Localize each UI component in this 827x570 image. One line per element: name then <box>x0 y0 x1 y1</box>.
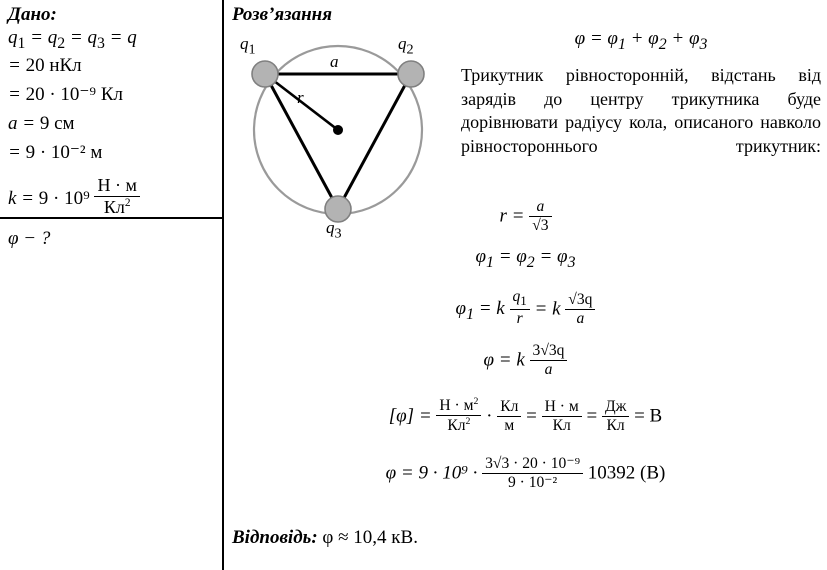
find-line: φ − ? <box>8 228 51 249</box>
center-point <box>333 125 343 135</box>
units-f3-num: Н · м <box>544 398 579 416</box>
label-side-a: a <box>330 52 339 71</box>
phi-total-den: a <box>530 360 568 380</box>
phi1-f2-den: a <box>565 309 595 329</box>
answer-label: Відповідь: <box>232 527 318 548</box>
given-line-k: k = 9 · 10⁹ $\frac{Н \cdot м}{Кл^2}$ <box>8 175 140 218</box>
phi1-lhs: $\varphi_1 = k$ <box>455 298 505 324</box>
k-value: 9 · 10⁹ <box>38 188 90 210</box>
phi-total-lhs: φ = k <box>483 349 525 371</box>
given-line-a-m: = 9 · 10⁻² м <box>8 142 103 163</box>
final-rhs: 10392 (В) <box>587 462 666 484</box>
answer-value: φ ≈ 10,4 кВ. <box>322 527 418 548</box>
given-line-q-nc: = 20 нКл <box>8 55 82 76</box>
equation-final-value <box>224 455 827 493</box>
units-eq-1: = <box>526 405 537 427</box>
solution-title: Розв’язання <box>232 4 332 25</box>
given-title: Дано: <box>8 4 57 25</box>
q-nc-value: 20 <box>25 55 45 76</box>
triangle-side-right <box>338 74 411 209</box>
units-f1-den: $Кл^2$ <box>436 415 481 436</box>
units-fraction-2 <box>497 398 521 436</box>
units-f4-num: Дж <box>604 398 627 416</box>
given-divider <box>0 217 222 219</box>
final-fraction <box>482 455 583 493</box>
units-eq-2: = <box>586 405 598 427</box>
final-num: 3√3 · 20 · 10⁻⁹ <box>485 455 581 472</box>
given-line-q: $q_1 = q_2 = q_3 = q$ <box>8 27 137 52</box>
equation-phi-equality: $\varphi_1 = \varphi_2 = \varphi_3$ <box>475 246 576 271</box>
equation-radius: r = $\frac{a}{√3}$ <box>224 198 827 236</box>
k-units-fraction <box>94 175 139 218</box>
label-q3: $q_3$ <box>326 218 342 242</box>
solution-column <box>224 0 827 570</box>
final-lhs: φ = 9 · 10⁹ · <box>385 462 478 484</box>
units-f4-den: Кл <box>602 416 629 436</box>
given-line-q-c: = 20 · 10⁻⁹ Кл <box>8 84 123 105</box>
phi1-f1-den: r <box>510 309 530 329</box>
radius-fraction <box>529 198 551 236</box>
a-m-value: 9 · 10⁻² <box>25 142 86 163</box>
phi-total-fraction <box>530 342 568 380</box>
charge-node-q1 <box>252 61 278 87</box>
equation-phi-total <box>224 342 827 380</box>
equation-superposition: $\varphi = \varphi_1 + \varphi_2 + \varphi_3$ <box>574 28 708 53</box>
q-c-value: 20 · 10⁻⁹ <box>25 84 97 105</box>
given-column <box>0 0 222 570</box>
label-q1: $q_1$ <box>240 34 256 58</box>
radius-denominator: √3 <box>529 216 551 236</box>
units-fraction-1 <box>436 396 481 436</box>
phi1-mid: = k <box>534 298 561 320</box>
charge-node-q2 <box>398 61 424 87</box>
phi1-fraction-1 <box>510 288 530 329</box>
a-cm-value: 9 <box>39 113 50 134</box>
units-f2-den: м <box>497 416 521 436</box>
radius-numerator: a <box>536 198 545 215</box>
phi1-f1-num: $q_1$ <box>512 288 527 309</box>
units-dot: · <box>486 405 493 427</box>
given-line-a-cm: a = 9 см <box>8 113 75 134</box>
explanation-block <box>461 28 821 159</box>
units-f2-num: Кл <box>500 398 519 416</box>
label-radius-r: r <box>297 88 304 107</box>
units-f3-den: Кл <box>542 416 582 436</box>
units-f1-num: $Н \cdot м^2$ <box>439 396 479 415</box>
phi1-f2-num: √3q <box>568 291 593 309</box>
units-fraction-4 <box>602 398 629 436</box>
units-open: [φ] = <box>388 405 432 427</box>
final-den: 9 · 10⁻² <box>482 473 583 493</box>
equation-units <box>224 396 827 436</box>
phi1-fraction-2 <box>565 291 595 329</box>
explanation-paragraph: Трикутник рівносторонній, відстань від зарядів до центру трикутника буде дорівнювати радіусу кола, описаного навколо рівностороннього трикутник: <box>461 64 821 157</box>
answer-line <box>232 527 418 549</box>
k-units-numerator: Н · м <box>97 175 137 195</box>
label-q2: $q_2$ <box>398 34 414 58</box>
k-units-denominator: $Кл^2$ <box>94 196 139 219</box>
units-fraction-3 <box>542 398 582 436</box>
units-eq-3: = В <box>634 405 663 427</box>
equation-phi1 <box>224 288 827 329</box>
phi-total-num: 3√3q <box>532 342 565 359</box>
